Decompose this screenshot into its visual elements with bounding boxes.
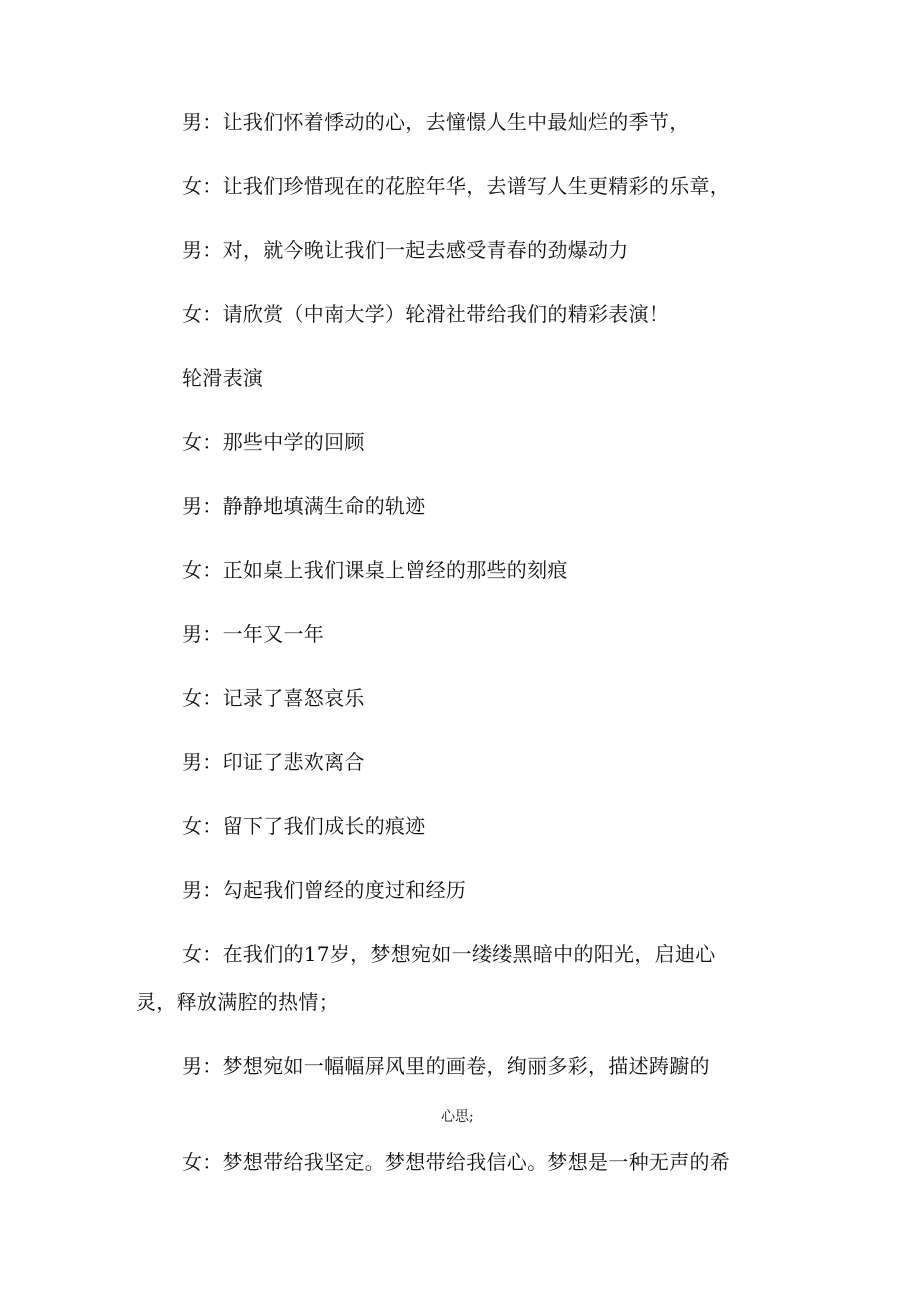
- section-heading: 轮滑表演: [182, 366, 264, 390]
- script-line: 女：梦想带给我坚定。梦想带给我信心。梦想是一种无声的希: [182, 1150, 731, 1174]
- script-line: 男：让我们怀着悸动的心，去憧憬人生中最灿烂的季节，: [182, 110, 690, 134]
- script-line: 女：让我们珍惜现在的花腔年华，去谱写人生更精彩的乐章，: [182, 174, 731, 198]
- script-line: 男：静静地填满生命的轨迹: [182, 494, 426, 518]
- script-line: 女：在我们的17岁，梦想宛如一缕缕黑暗中的阳光，启迪心: [182, 942, 716, 966]
- script-line: 男：对，就今晚让我们一起去感受青春的劲爆动力: [182, 238, 629, 262]
- script-line: 女：留下了我们成长的痕迹: [182, 814, 426, 838]
- script-line: 女：正如桌上我们课桌上曾经的那些的刻痕: [182, 558, 568, 582]
- script-line: 女：那些中学的回顾: [182, 430, 365, 454]
- script-line: 男：梦想宛如一幅幅屏风里的画卷，绚丽多彩，描述踌躕的: [182, 1054, 710, 1078]
- script-line: 男：勾起我们曾经的度过和经历: [182, 878, 467, 902]
- script-line: 男：一年又一年: [182, 622, 325, 646]
- script-line-continuation: 灵，释放满腔的热情；: [136, 990, 339, 1014]
- script-line: 女：请欣赏（中南大学）轮滑社带给我们的精彩表演！: [182, 302, 670, 326]
- script-line: 男：印证了悲欢离合: [182, 750, 365, 774]
- script-line: 女：记录了喜怒哀乐: [182, 686, 365, 710]
- small-text-fragment: 心思;: [441, 1109, 474, 1125]
